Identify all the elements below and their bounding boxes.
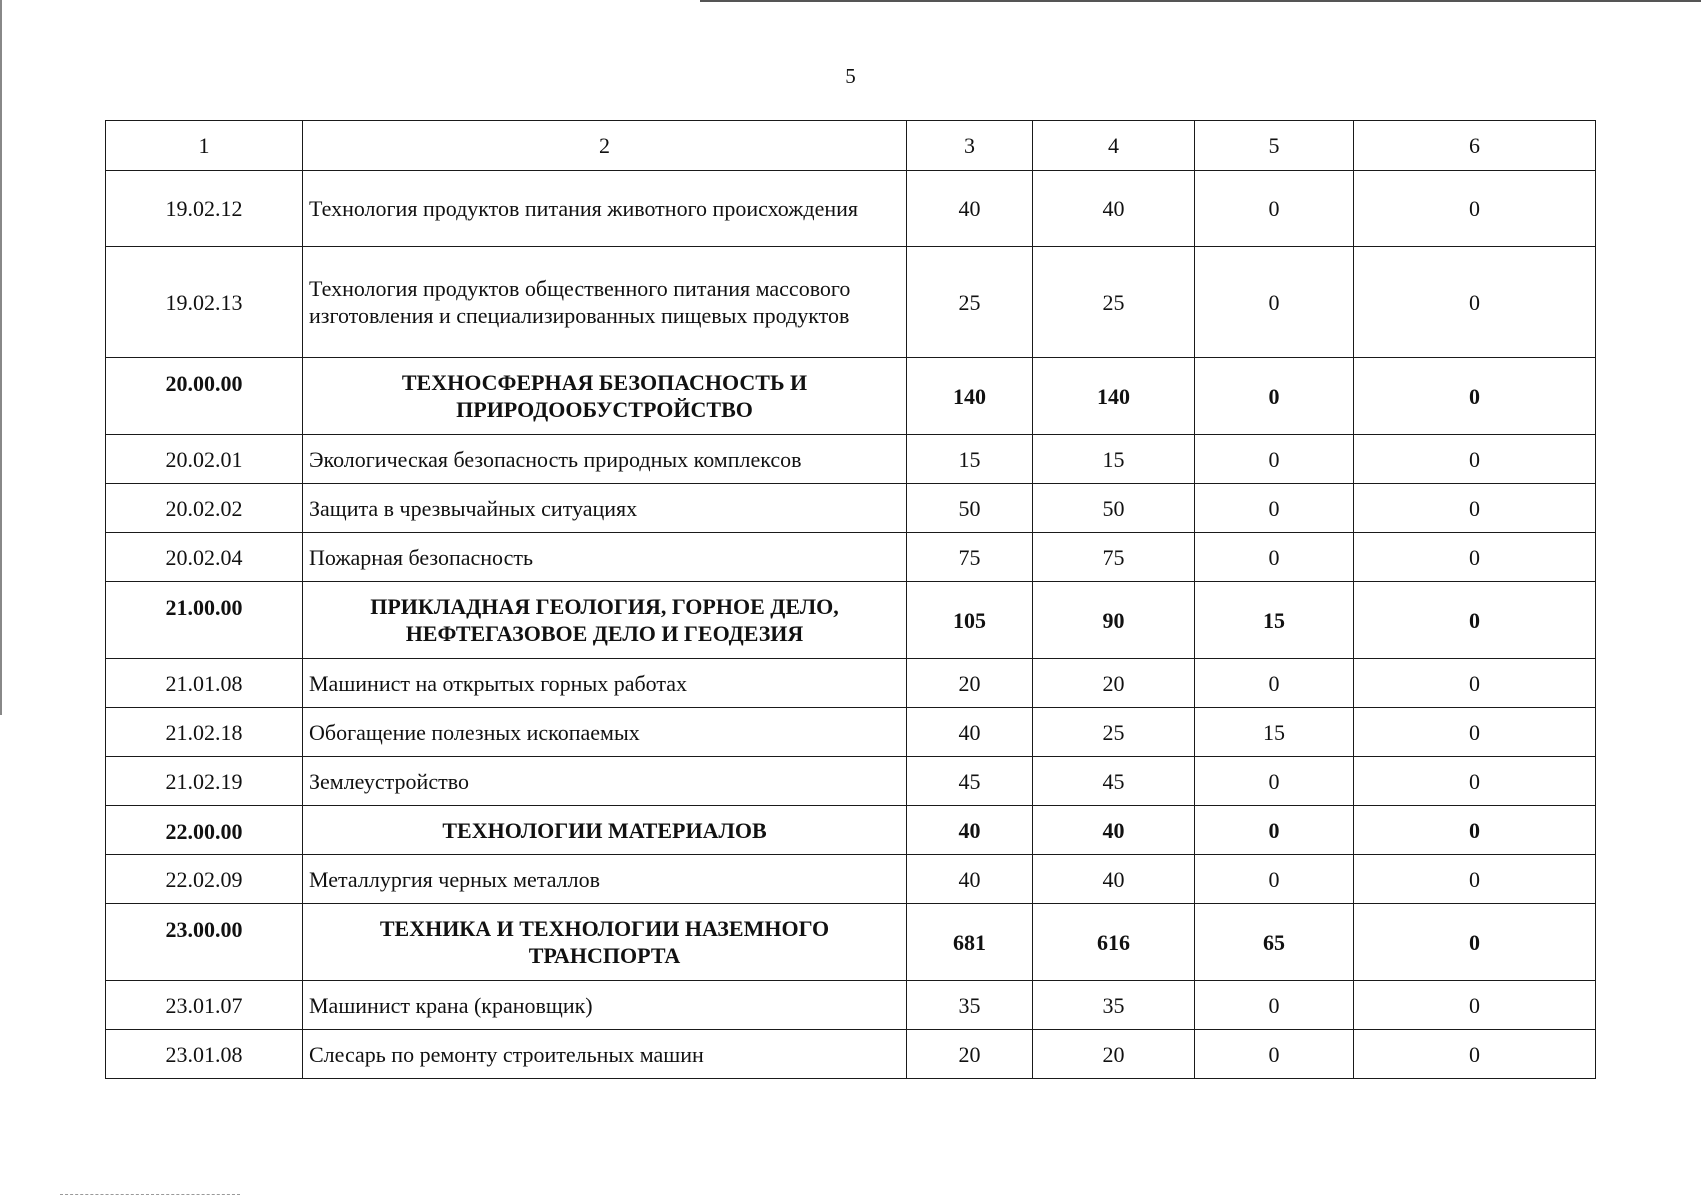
table-row bbox=[106, 757, 1596, 806]
value-col-6: 0 bbox=[1354, 484, 1596, 533]
specialty-name: Технология продуктов питания животного происхождения bbox=[303, 171, 907, 247]
value-col-4: 45 bbox=[1033, 757, 1195, 806]
value-col-4: 40 bbox=[1033, 171, 1195, 247]
specialty-name: Технология продуктов общественного питания массового изготовления и специализированных пищевых продуктов bbox=[303, 247, 907, 358]
table-row bbox=[106, 171, 1596, 247]
value-col-5: 15 bbox=[1195, 582, 1354, 659]
value-col-4: 140 bbox=[1033, 358, 1195, 435]
column-header: 3 bbox=[907, 121, 1033, 171]
value-col-6: 0 bbox=[1354, 171, 1596, 247]
value-col-3: 681 bbox=[907, 904, 1033, 981]
value-col-4: 40 bbox=[1033, 806, 1195, 855]
column-header: 6 bbox=[1354, 121, 1596, 171]
specialty-code: 21.01.08 bbox=[106, 659, 303, 708]
page-number: 5 bbox=[845, 64, 856, 88]
value-col-6: 0 bbox=[1354, 659, 1596, 708]
table-row bbox=[106, 855, 1596, 904]
specialty-code: 20.00.00 bbox=[106, 358, 303, 435]
specialty-name: Металлургия черных металлов bbox=[303, 855, 907, 904]
specialty-name: Экологическая безопасность природных комплексов bbox=[303, 435, 907, 484]
specialty-code: 21.02.19 bbox=[106, 757, 303, 806]
group-row bbox=[106, 358, 1596, 435]
value-col-3: 25 bbox=[907, 247, 1033, 358]
specialty-code: 23.01.07 bbox=[106, 981, 303, 1030]
specialty-code: 22.02.09 bbox=[106, 855, 303, 904]
value-col-6: 0 bbox=[1354, 806, 1596, 855]
column-header: 4 bbox=[1033, 121, 1195, 171]
value-col-4: 20 bbox=[1033, 1030, 1195, 1079]
specialty-code: 22.00.00 bbox=[106, 806, 303, 855]
specialty-name: Машинист крана (крановщик) bbox=[303, 981, 907, 1030]
value-col-6: 0 bbox=[1354, 582, 1596, 659]
value-col-5: 0 bbox=[1195, 358, 1354, 435]
group-row bbox=[106, 806, 1596, 855]
table-row bbox=[106, 533, 1596, 582]
specialty-name: ТЕХНОСФЕРНАЯ БЕЗОПАСНОСТЬ И ПРИРОДООБУСТРОЙСТВО bbox=[303, 358, 907, 435]
specialty-name: Обогащение полезных ископаемых bbox=[303, 708, 907, 757]
value-col-3: 40 bbox=[907, 855, 1033, 904]
specialty-name: Защита в чрезвычайных ситуациях bbox=[303, 484, 907, 533]
value-col-6: 0 bbox=[1354, 981, 1596, 1030]
value-col-3: 40 bbox=[907, 806, 1033, 855]
value-col-4: 50 bbox=[1033, 484, 1195, 533]
group-row bbox=[106, 904, 1596, 981]
value-col-4: 20 bbox=[1033, 659, 1195, 708]
value-col-6: 0 bbox=[1354, 904, 1596, 981]
specialty-code: 21.00.00 bbox=[106, 582, 303, 659]
value-col-4: 25 bbox=[1033, 708, 1195, 757]
specialty-name: ТЕХНИКА И ТЕХНОЛОГИИ НАЗЕМНОГО ТРАНСПОРТА bbox=[303, 904, 907, 981]
group-row bbox=[106, 582, 1596, 659]
table-row bbox=[106, 484, 1596, 533]
specialty-name: ТЕХНОЛОГИИ МАТЕРИАЛОВ bbox=[303, 806, 907, 855]
value-col-3: 45 bbox=[907, 757, 1033, 806]
specialty-code: 20.02.04 bbox=[106, 533, 303, 582]
value-col-4: 616 bbox=[1033, 904, 1195, 981]
column-header: 1 bbox=[106, 121, 303, 171]
value-col-3: 40 bbox=[907, 171, 1033, 247]
value-col-6: 0 bbox=[1354, 757, 1596, 806]
value-col-5: 0 bbox=[1195, 757, 1354, 806]
table-header-row bbox=[106, 121, 1596, 171]
value-col-5: 0 bbox=[1195, 659, 1354, 708]
value-col-6: 0 bbox=[1354, 1030, 1596, 1079]
specialty-name: Пожарная безопасность bbox=[303, 533, 907, 582]
value-col-4: 40 bbox=[1033, 855, 1195, 904]
specialty-name: Машинист на открытых горных работах bbox=[303, 659, 907, 708]
specialty-name: Слесарь по ремонту строительных машин bbox=[303, 1030, 907, 1079]
value-col-5: 0 bbox=[1195, 1030, 1354, 1079]
value-col-3: 35 bbox=[907, 981, 1033, 1030]
value-col-4: 25 bbox=[1033, 247, 1195, 358]
table-row bbox=[106, 659, 1596, 708]
scan-edge-bottom bbox=[60, 1194, 240, 1196]
specialty-code: 19.02.13 bbox=[106, 247, 303, 358]
specialty-code: 20.02.02 bbox=[106, 484, 303, 533]
value-col-6: 0 bbox=[1354, 358, 1596, 435]
value-col-6: 0 bbox=[1354, 855, 1596, 904]
value-col-5: 0 bbox=[1195, 484, 1354, 533]
scan-edge-top bbox=[700, 0, 1701, 2]
value-col-5: 0 bbox=[1195, 171, 1354, 247]
specialty-name: ПРИКЛАДНАЯ ГЕОЛОГИЯ, ГОРНОЕ ДЕЛО, НЕФТЕГАЗОВОЕ ДЕЛО И ГЕОДЕЗИЯ bbox=[303, 582, 907, 659]
value-col-5: 0 bbox=[1195, 981, 1354, 1030]
value-col-4: 35 bbox=[1033, 981, 1195, 1030]
value-col-5: 65 bbox=[1195, 904, 1354, 981]
table-row bbox=[106, 1030, 1596, 1079]
specialty-code: 23.01.08 bbox=[106, 1030, 303, 1079]
value-col-5: 0 bbox=[1195, 533, 1354, 582]
value-col-3: 140 bbox=[907, 358, 1033, 435]
allocation-table bbox=[105, 120, 1596, 1079]
value-col-3: 75 bbox=[907, 533, 1033, 582]
table-row bbox=[106, 435, 1596, 484]
value-col-6: 0 bbox=[1354, 247, 1596, 358]
specialty-code: 21.02.18 bbox=[106, 708, 303, 757]
value-col-4: 90 bbox=[1033, 582, 1195, 659]
value-col-3: 15 bbox=[907, 435, 1033, 484]
value-col-5: 15 bbox=[1195, 708, 1354, 757]
value-col-3: 20 bbox=[907, 659, 1033, 708]
specialty-code: 23.00.00 bbox=[106, 904, 303, 981]
value-col-6: 0 bbox=[1354, 435, 1596, 484]
specialty-name: Землеустройство bbox=[303, 757, 907, 806]
column-header: 2 bbox=[303, 121, 907, 171]
value-col-5: 0 bbox=[1195, 247, 1354, 358]
value-col-3: 105 bbox=[907, 582, 1033, 659]
table-row bbox=[106, 247, 1596, 358]
value-col-4: 75 bbox=[1033, 533, 1195, 582]
value-col-4: 15 bbox=[1033, 435, 1195, 484]
value-col-3: 20 bbox=[907, 1030, 1033, 1079]
value-col-3: 40 bbox=[907, 708, 1033, 757]
column-header: 5 bbox=[1195, 121, 1354, 171]
value-col-3: 50 bbox=[907, 484, 1033, 533]
value-col-5: 0 bbox=[1195, 806, 1354, 855]
table-row bbox=[106, 708, 1596, 757]
value-col-6: 0 bbox=[1354, 708, 1596, 757]
value-col-5: 0 bbox=[1195, 435, 1354, 484]
value-col-6: 0 bbox=[1354, 533, 1596, 582]
value-col-5: 0 bbox=[1195, 855, 1354, 904]
specialty-code: 20.02.01 bbox=[106, 435, 303, 484]
scan-edge-left bbox=[0, 0, 2, 715]
table-row bbox=[106, 981, 1596, 1030]
specialty-code: 19.02.12 bbox=[106, 171, 303, 247]
